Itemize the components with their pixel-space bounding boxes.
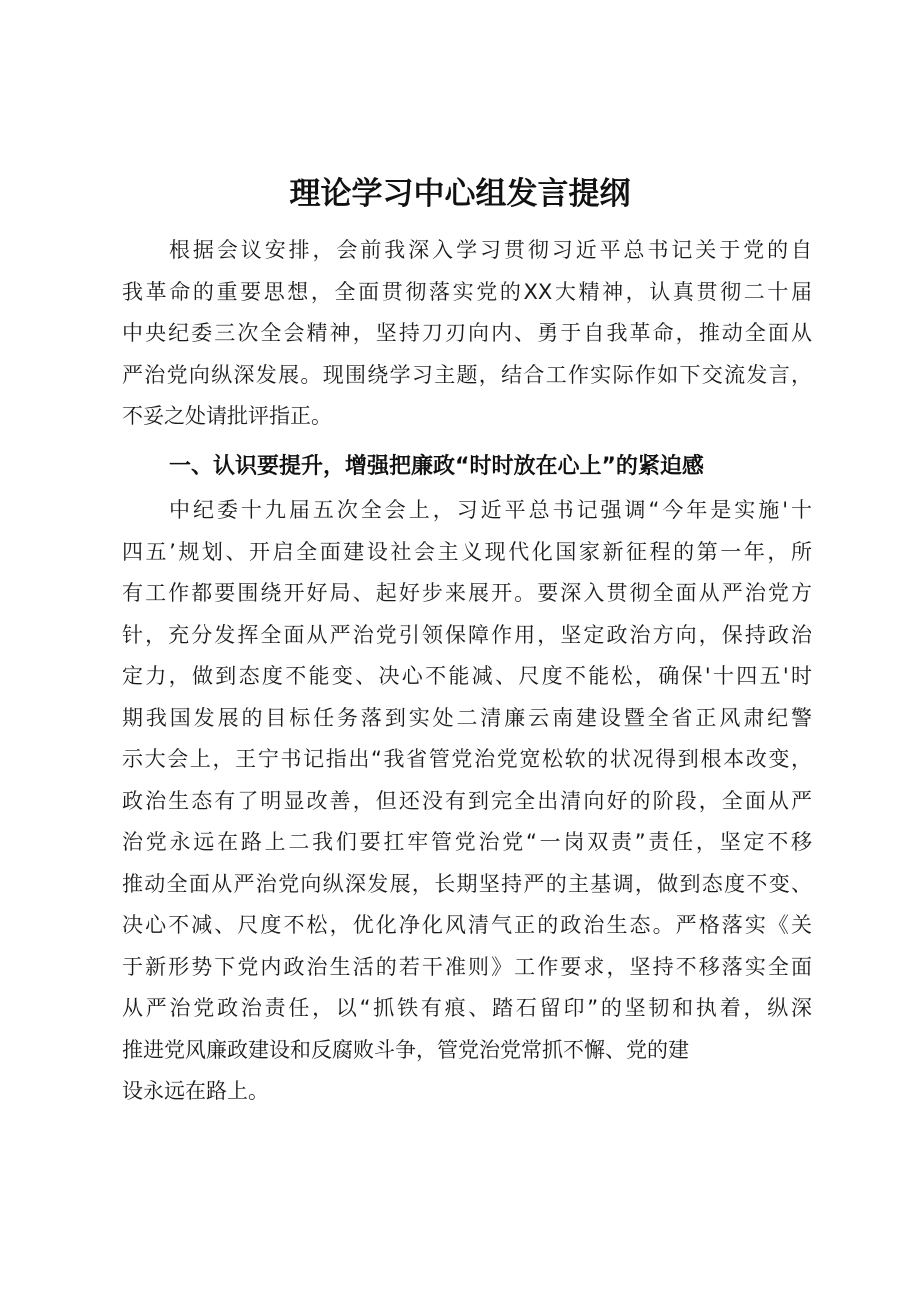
section-line: 示大会上，王宁书记指出“我省管党治党宽松软的状况得到根本改变， [122,747,812,771]
intro-line: 不妥之处请批评指正。 [122,404,332,428]
section-heading: 一、认识要提升，增强把廉政“时时放在心上”的紧迫感 [169,454,704,479]
section-line: 于新形势下党内政治生活的若干准则》工作要求，坚持不移落实全面 [122,954,812,979]
section-paragraph [122,490,812,1113]
section-line: 决心不减、尺度不松，优化净化风清气正的政治生态。严格落实《关 [122,913,812,937]
intro-line: 中央纪委三次全会精神，坚持刀刃向内、勇于自我革命，推动全面从 [122,321,812,345]
section-line: 有工作都要围绕开好局、起好步来展开。要深入贯彻全面从严治党方 [122,581,812,605]
section-line: 期我国发展的目标任务落到实处二清廉云南建设暨全省正风肃纪警 [122,705,812,730]
document-title: 理论学习中心组发言提纲 [289,176,631,212]
section-line: 设永远在路上。 [122,1079,269,1103]
intro-line: 我革命的重要思想，全面贯彻落实党的XX大精神，认真贯彻二十届 [122,279,812,304]
section-line: 中纪委十九届五次全会上，习近平总书记强调“今年是实施'十 [169,498,812,522]
section-line: 推动全面从严治党向纵深发展，长期坚持严的主基调，做到态度不变、 [122,871,812,896]
intro-line: 根据会议安排，会前我深入学习贯彻习近平总书记关于党的自 [169,238,812,262]
section-line: 推进党风廉政建设和反腐败斗争，管党治党常抓不懈、党的建 [122,1037,689,1062]
intro-line: 严治党向纵深发展。现围绕学习主题，结合工作实际作如下交流发言， [122,362,812,387]
section-line: 从严治党政治责任，以“抓铁有痕、踏石留印”的坚韧和执着，纵深 [122,996,812,1020]
section-line: 定力，做到态度不能变、决心不能减、尺度不能松，确保'十四五'时 [122,664,812,688]
section-line: 四五’规划、开启全面建设社会主义现代化国家新征程的第一年，所 [122,539,812,564]
section-line: 政治生态有了明显改善，但还没有到完全出清向好的阶段，全面从严 [122,788,812,813]
intro-paragraph [122,230,812,438]
section-line: 针，充分发挥全面从严治党引领保障作用，坚定政治方向，保持政治 [122,622,812,647]
section-line: 治党永远在路上二我们要扛牢管党治党“一岗双责”责任，坚定不移 [122,830,812,854]
